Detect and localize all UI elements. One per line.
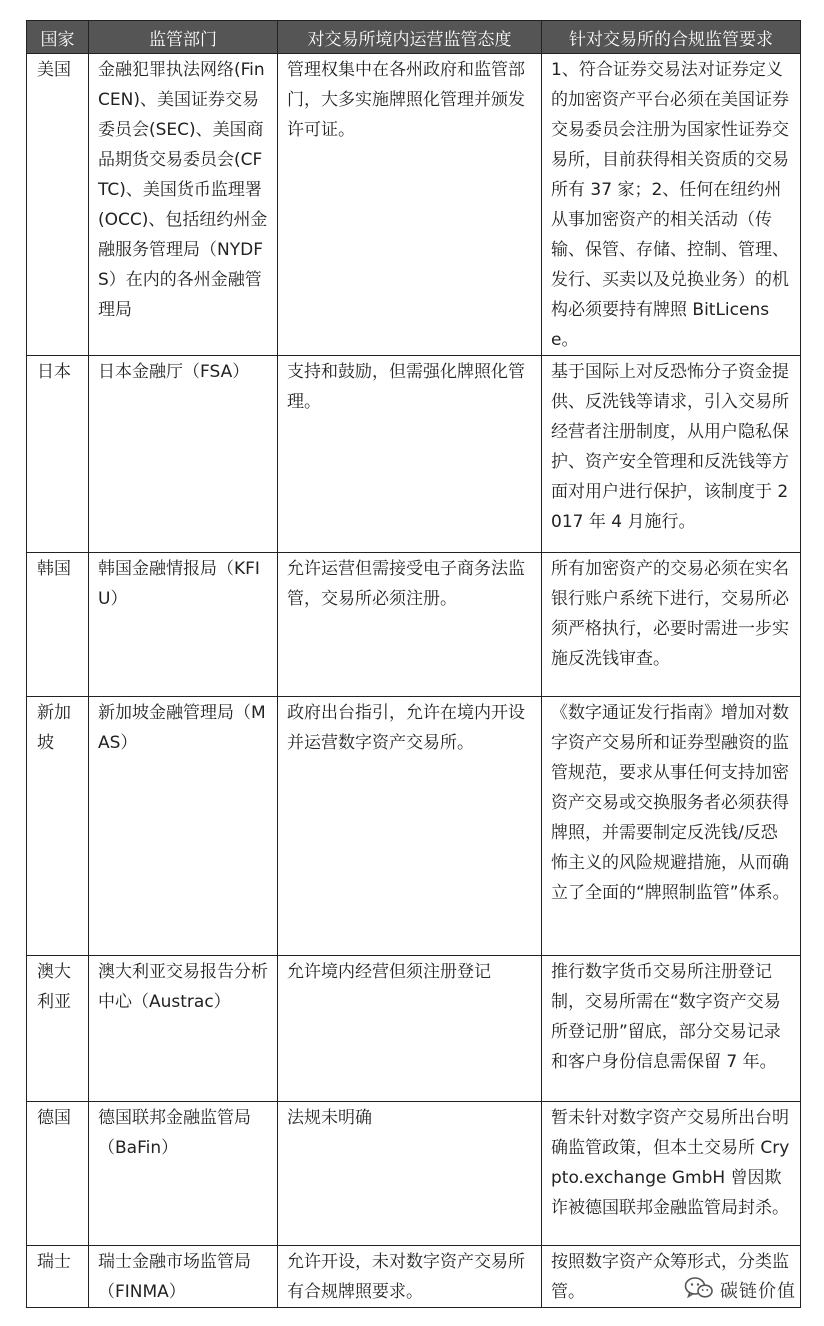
- cell-regulator: 日本金融厅（FSA）: [89, 356, 278, 553]
- cell-country: 新加坡: [27, 697, 89, 956]
- regulation-table: [26, 20, 801, 1308]
- cell-attitude: 允许境内经营但须注册登记: [278, 956, 542, 1102]
- header-attitude: 对交易所境内运营监管态度: [278, 21, 542, 54]
- cell-regulator: 韩国金融情报局（KFIU）: [89, 553, 278, 697]
- cell-regulator: 金融犯罪执法网络(FinCEN)、美国证券交易委员会(SEC)、美国商品期货交易委员会(CFTC)、美国货币监理署(OCC)、包括纽约州金融服务管理局（NYDFS）在内的各州金融管理局: [89, 54, 278, 356]
- cell-country: 澳大利亚: [27, 956, 89, 1102]
- cell-requirements: 所有加密资产的交易必须在实名银行账户系统下进行，交易所必须严格执行，必要时需进一步实施反洗钱审查。: [542, 553, 801, 697]
- cell-requirements: 《数字通证发行指南》增加对数字资产交易所和证券型融资的监管规范，要求从事任何支持加密资产交易或交换服务者必须获得牌照，并需要制定反洗钱/反恐怖主义的风险规避措施，从而确立了全面的“牌照制监管”体系。: [542, 697, 801, 956]
- table-row: [27, 553, 801, 697]
- cell-requirements: 推行数字货币交易所注册登记制，交易所需在“数字资产交易所登记册”留底，部分交易记录和客户身份信息需保留 7 年。: [542, 956, 801, 1102]
- cell-attitude: 法规未明确: [278, 1102, 542, 1246]
- cell-attitude: 允许开设，未对数字资产交易所有合规牌照要求。: [278, 1246, 542, 1308]
- cell-country: 美国: [27, 54, 89, 356]
- watermark-text: 碳链价值: [720, 1281, 796, 1302]
- cell-regulator: 澳大利亚交易报告分析中心（Austrac）: [89, 956, 278, 1102]
- cell-attitude: 允许运营但需接受电子商务法监管，交易所必须注册。: [278, 553, 542, 697]
- cell-requirements: 1、符合证券交易法对证券定义的加密资产平台必须在美国证券交易委员会注册为国家性证券交易所，目前获得相关资质的交易所有 37 家；2、任何在纽约州从事加密资产的相关活动（传输、保管、存储、控制、管理、发行、买卖以及兑换业务）的机构必须要持有牌照 BitLicense。: [542, 54, 801, 356]
- cell-requirements: 按照数字资产众筹形式，分类监管。: [542, 1246, 801, 1308]
- cell-country: 韩国: [27, 553, 89, 697]
- cell-regulator: 德国联邦金融监管局（BaFin）: [89, 1102, 278, 1246]
- cell-attitude: 政府出台指引，允许在境内开设并运营数字资产交易所。: [278, 697, 542, 956]
- cell-regulator: 瑞士金融市场监管局（FINMA）: [89, 1246, 278, 1308]
- cell-regulator: 新加坡金融管理局（MAS）: [89, 697, 278, 956]
- watermark: [680, 1274, 800, 1306]
- table-row: [27, 356, 801, 553]
- header-requirements: 针对交易所的合规监管要求: [542, 21, 801, 54]
- table-row: [27, 54, 801, 356]
- cell-requirements: 基于国际上对反恐怖分子资金提供、反洗钱等请求，引入交易所经营者注册制度，从用户隐私保护、资产安全管理和反洗钱等方面对用户进行保护，该制度于 2017 年 4 月施行。: [542, 356, 801, 553]
- cell-country: 日本: [27, 356, 89, 553]
- header-country: 国家: [27, 21, 89, 54]
- table-row: [27, 956, 801, 1102]
- wechat-icon: [684, 1276, 714, 1304]
- table-row: [27, 1102, 801, 1246]
- cell-attitude: 支持和鼓励，但需强化牌照化管理。: [278, 356, 542, 553]
- cell-attitude: 管理权集中在各州政府和监管部门，大多实施牌照化管理并颁发许可证。: [278, 54, 542, 356]
- header-regulator: 监管部门: [89, 21, 278, 54]
- table-row: [27, 697, 801, 956]
- cell-country: 瑞士: [27, 1246, 89, 1308]
- table-header-row: [27, 21, 801, 54]
- cell-country: 德国: [27, 1102, 89, 1246]
- cell-requirements: 暂未针对数字资产交易所出台明确监管政策，但本土交易所 Crypto.exchange GmbH 曾因欺诈被德国联邦金融监管局封杀。: [542, 1102, 801, 1246]
